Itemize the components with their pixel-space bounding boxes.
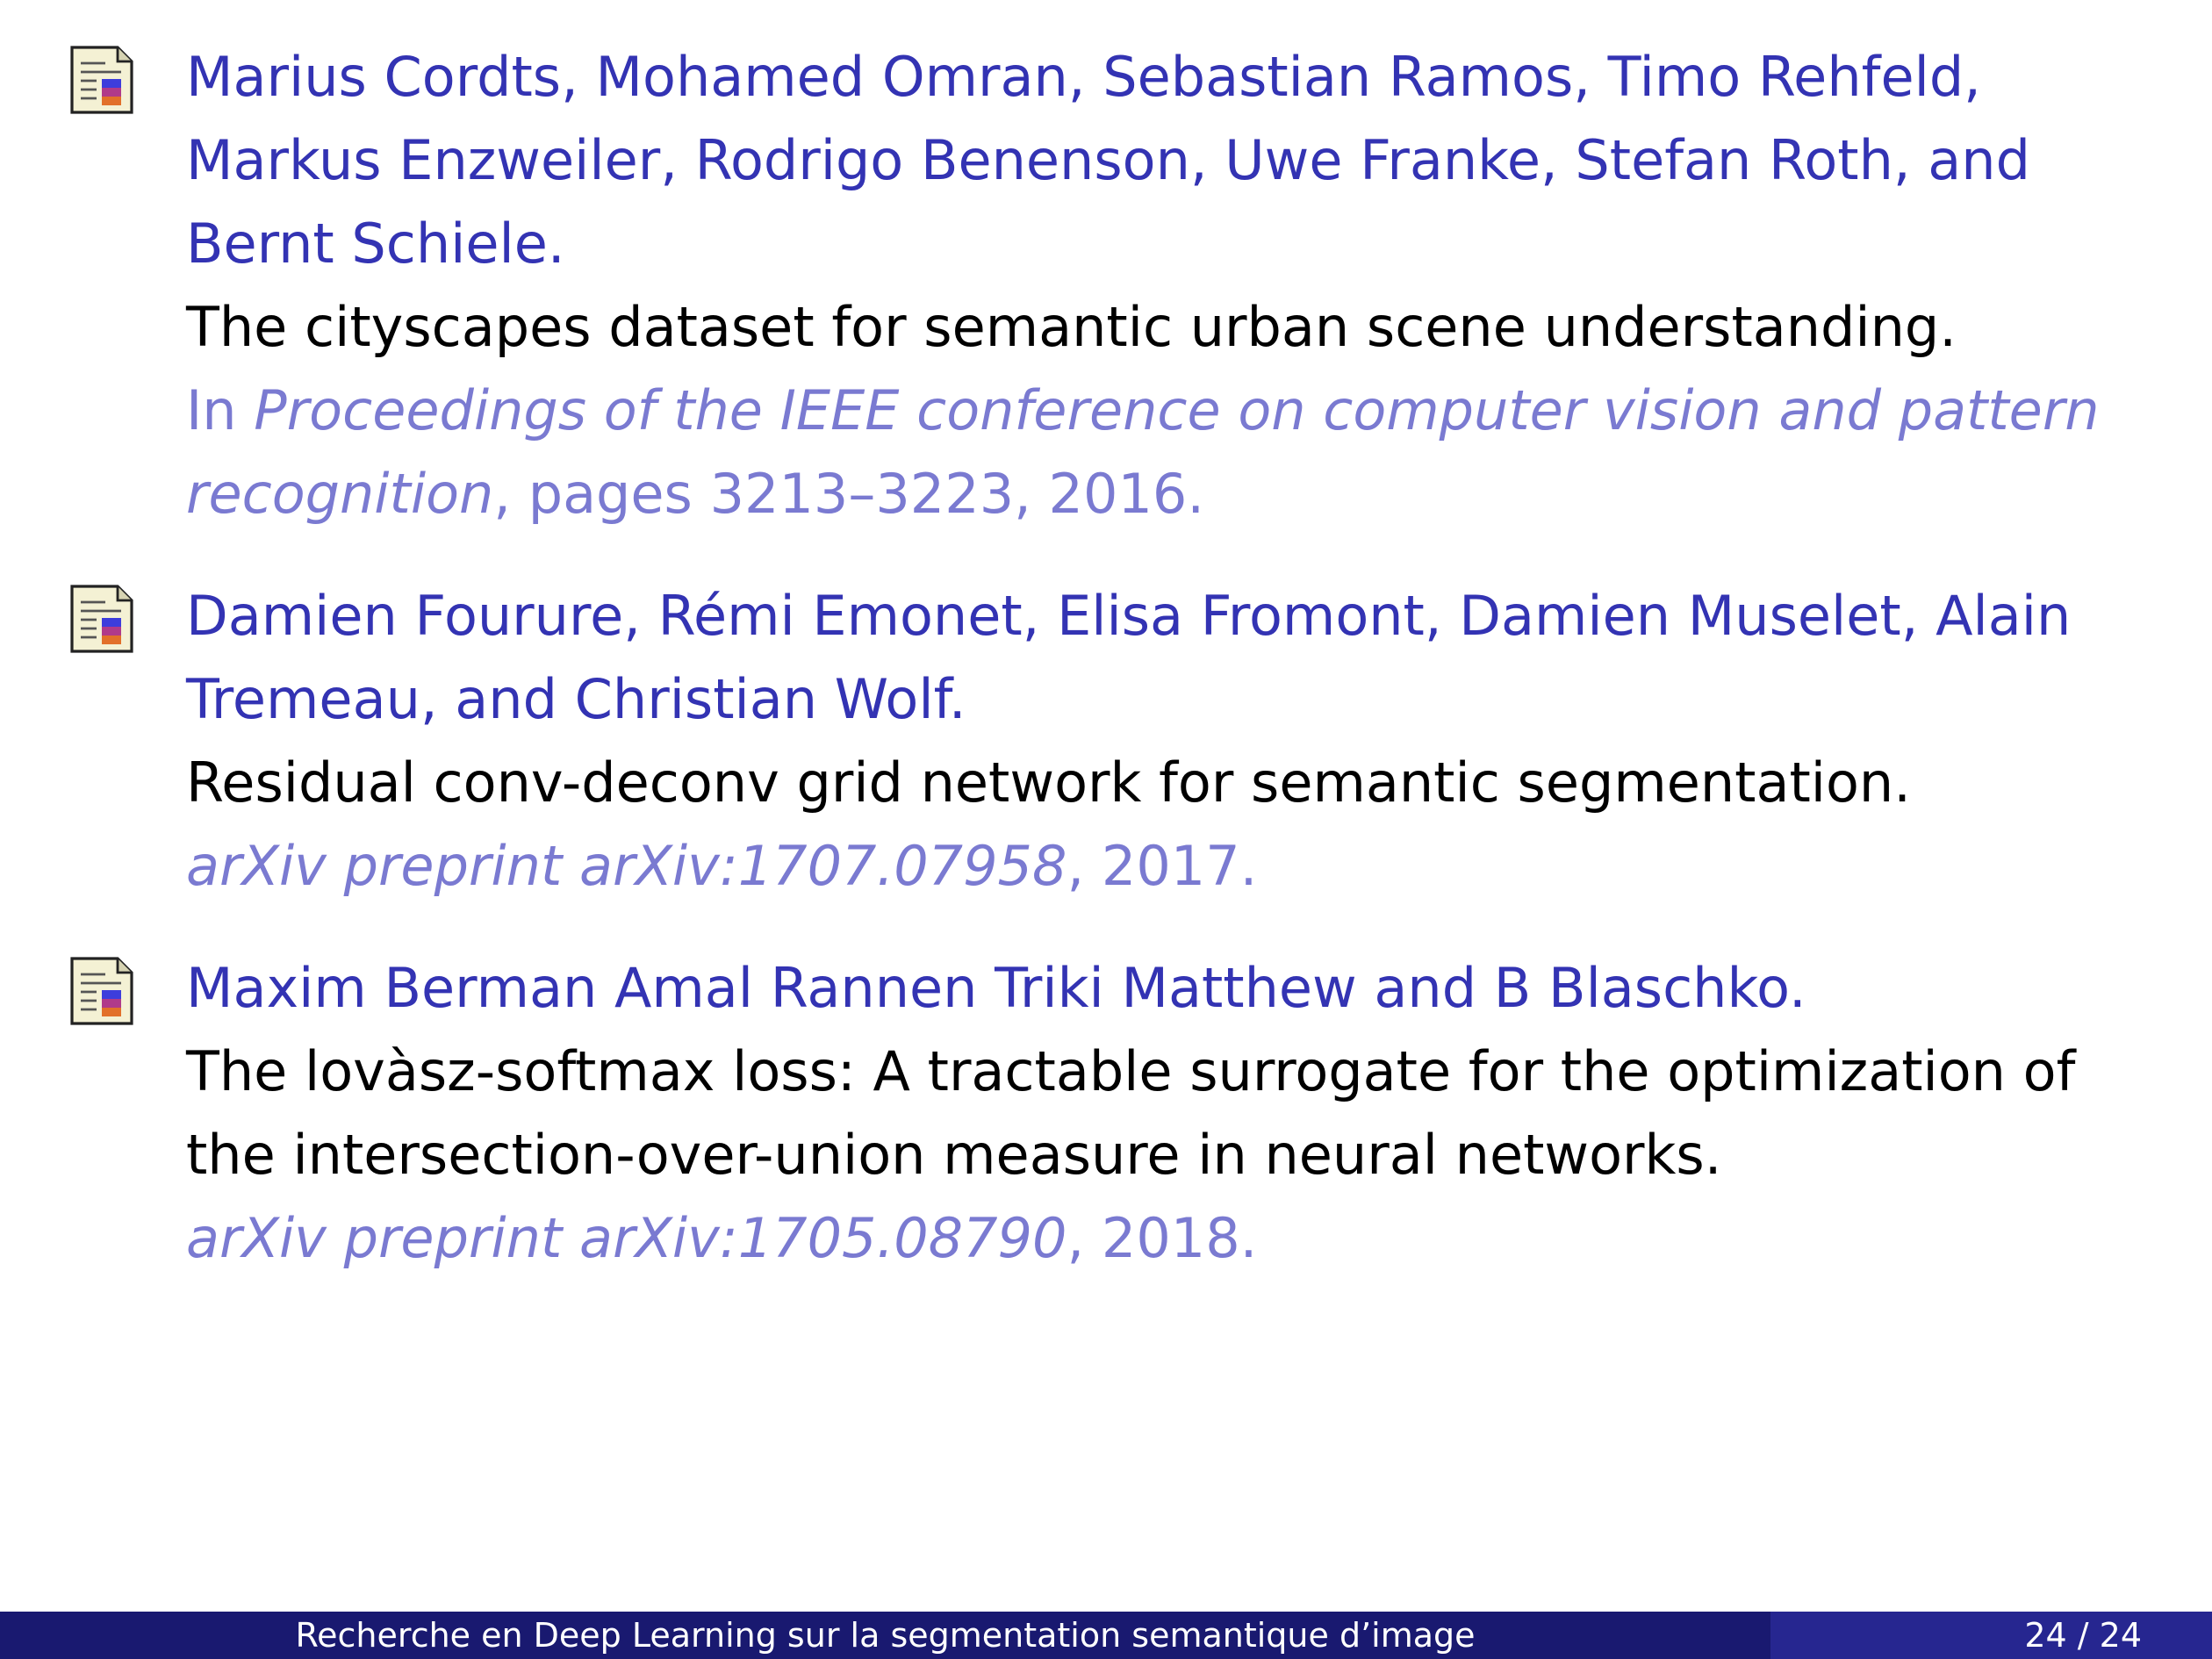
reference-title-line: Residual conv-deconv grid network for semantic segmentation. bbox=[186, 750, 1911, 815]
reference-authors-line: Tremeau, and Christian Wolf. bbox=[186, 667, 966, 731]
reference-authors-line: Marius Cordts, Mohamed Omran, Sebastian Ramos, Timo Rehfeld, bbox=[186, 45, 1981, 109]
footer-title: Recherche en Deep Learning sur la segmentation semantique d’image bbox=[0, 1612, 1770, 1659]
article-icon bbox=[70, 46, 135, 114]
reference-venue-line bbox=[186, 824, 2177, 908]
reference-venue-line bbox=[186, 1196, 2177, 1280]
reference-venue-line bbox=[186, 369, 2177, 452]
reference-item bbox=[70, 35, 2177, 535]
reference-authors-line: Damien Fourure, Rémi Emonet, Elisa Fromont, Damien Muselet, Alain bbox=[186, 584, 2072, 648]
article-icon bbox=[70, 585, 135, 653]
page-number: 24 / 24 bbox=[2024, 1616, 2142, 1655]
venue-suffix: , 2018. bbox=[1066, 1206, 1258, 1270]
venue-journal: arXiv preprint arXiv:1707.07958 bbox=[186, 834, 1067, 898]
venue-journal: arXiv preprint arXiv:1705.08790 bbox=[186, 1206, 1067, 1270]
reference-authors-line: Markus Enzweiler, Rodrigo Benenson, Uwe Franke, Stefan Roth, and bbox=[186, 128, 2030, 192]
venue-suffix: , 2017. bbox=[1066, 834, 1258, 898]
venue-journal: recognition bbox=[186, 462, 494, 526]
reference-item bbox=[70, 574, 2177, 908]
article-icon bbox=[70, 957, 135, 1025]
reference-venue-line bbox=[186, 452, 2177, 535]
reference-title-line: the intersection-over-union measure in neural networks. bbox=[186, 1123, 1722, 1187]
footer-bar bbox=[0, 1612, 2212, 1659]
reference-title-line: The cityscapes dataset for semantic urban scene understanding. bbox=[186, 295, 1957, 359]
venue-prefix: In bbox=[186, 378, 255, 442]
reference-authors-line: Bernt Schiele. bbox=[186, 212, 565, 276]
reference-authors-line: Maxim Berman Amal Rannen Triki Matthew and B Blaschko. bbox=[186, 956, 1806, 1020]
footer-page-box bbox=[1770, 1612, 2212, 1659]
reference-item bbox=[70, 946, 2177, 1280]
reference-list bbox=[70, 35, 2177, 1318]
venue-suffix: , pages 3213–3223, 2016. bbox=[493, 462, 1205, 526]
reference-title-line: The lovàsz-softmax loss: A tractable surrogate for the optimization of bbox=[186, 1039, 2076, 1103]
venue-journal: Proceedings of the IEEE conference on computer vision and pattern bbox=[254, 378, 2100, 442]
